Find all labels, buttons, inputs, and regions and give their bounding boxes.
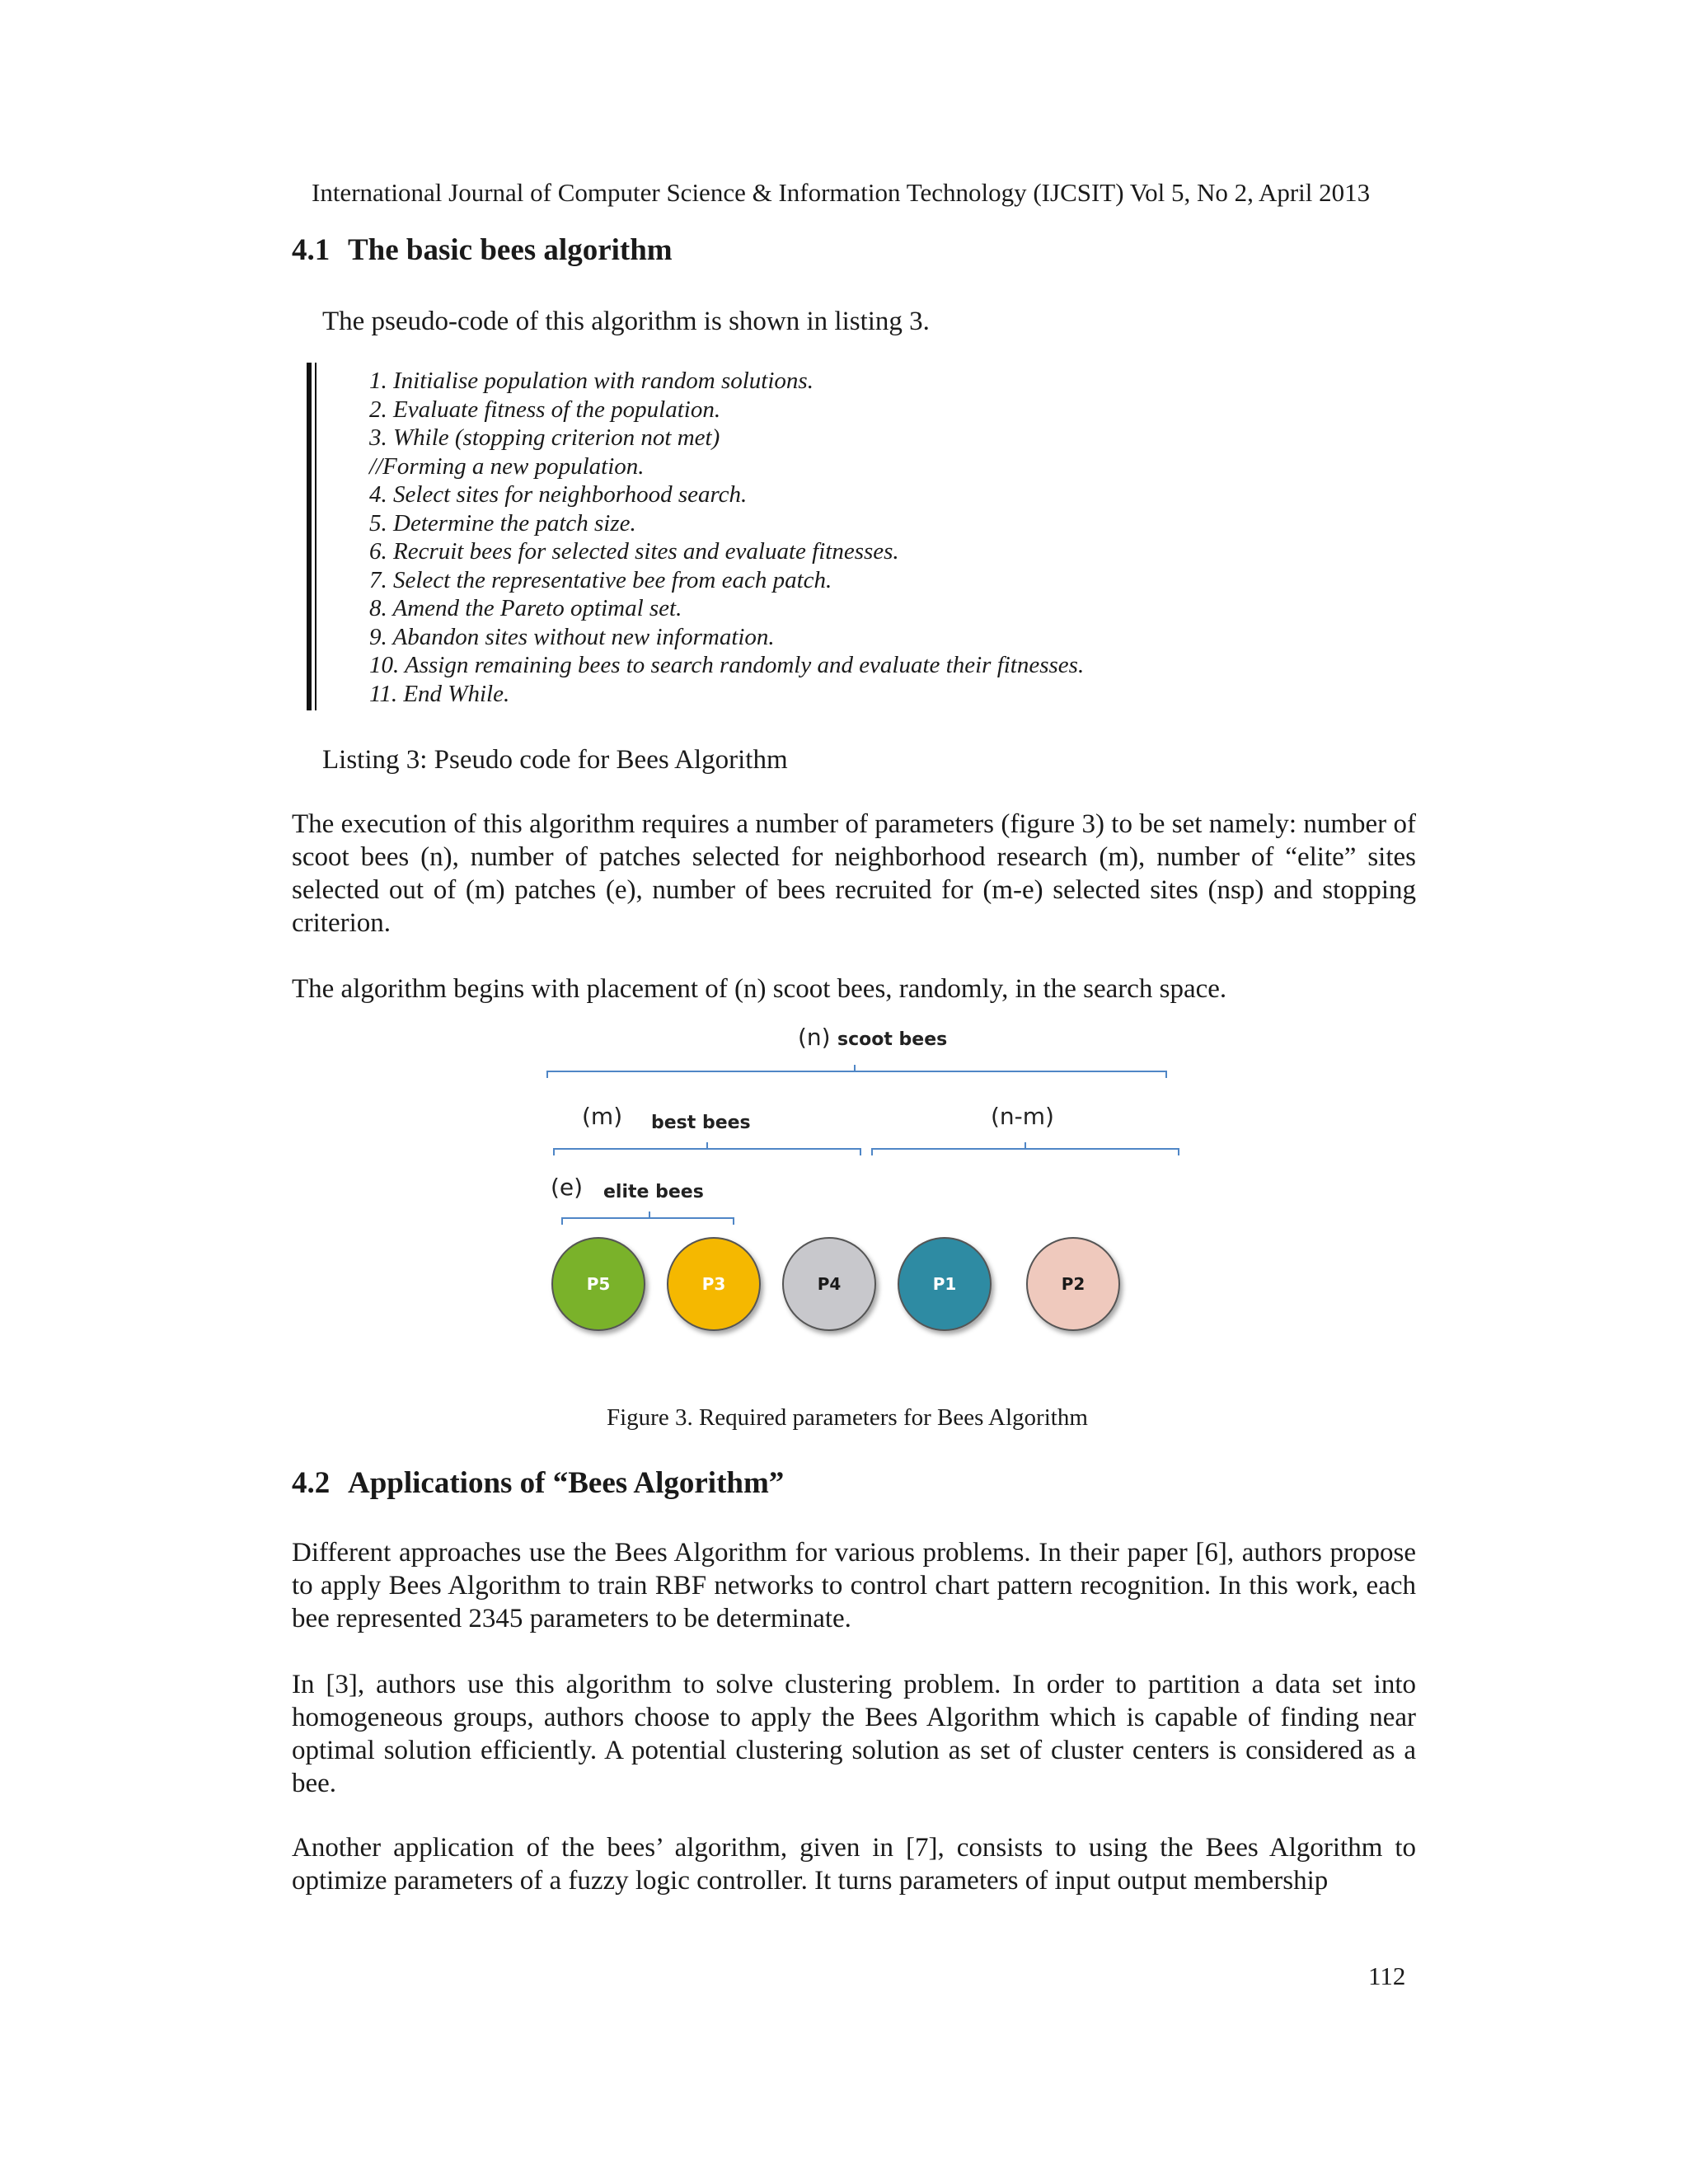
paragraph-clustering: In [3], authors use this algorithm to solve clustering problem. In order to partition a data set into homogeneous groups, authors choose to apply the Bees Algorithm which is capable of finding near optimal solution efficiently. A potential clustering solution as set of cluster centers is considered as a bee.	[292, 1670, 1416, 1798]
listing-line: 7. Select the representative bee from each patch.	[369, 566, 832, 593]
listing-line: 8. Amend the Pareto optimal set.	[369, 595, 682, 621]
m-label: best bees	[651, 1113, 751, 1133]
listing-line: 6. Recruit bees for selected sites and evaluate fitnesses.	[369, 538, 899, 565]
patch-label-p3: P3	[701, 1274, 726, 1294]
section-heading-4-2	[292, 1465, 784, 1501]
patch-circles	[552, 1238, 1119, 1330]
section-title: The basic bees algorithm	[348, 233, 673, 267]
patch-label-p5: P5	[586, 1274, 611, 1294]
patch-label-p2: P2	[1061, 1274, 1085, 1294]
n-label: scoot bees	[837, 1029, 948, 1050]
listing-lines	[369, 367, 1084, 708]
e-label: elite bees	[603, 1182, 704, 1202]
listing-line: 4. Select sites for neighborhood search.	[369, 481, 748, 508]
listing-line: 5. Determine the patch size.	[369, 509, 636, 537]
nm-symbol: (n-m)	[991, 1103, 1054, 1130]
paragraph-fuzzy: Another application of the bees’ algorithm, given in [7], consists to using the Bees Algorithm to optimize parameters of a fuzzy logic controller. It turns parameters of input output membership	[292, 1833, 1416, 1896]
e-symbol: (e)	[551, 1174, 584, 1201]
paragraph-rbf: Different approaches use the Bees Algorithm for various problems. In their paper [6], authors propose to apply Bees Algorithm to train RBF networks to control chart pattern recognition. In this work, each bee represented 2345 parameters to be determinate.	[292, 1538, 1416, 1633]
page-number: 112	[1368, 1961, 1406, 1990]
parameters-diagram	[528, 1022, 1187, 1360]
figure-3-diagram	[528, 1022, 1187, 1360]
listing-rule-thick	[307, 363, 312, 710]
paragraph-parameters: The execution of this algorithm requires a number of parameters (figure 3) to be set namely: number of scoot bees (n), number of patches selected for neighborhood research (m), number of “elite” sites selected out of (m) patches (e), number of bees recruited for (m-e) selected sites (nsp) and stopping criterion.	[292, 809, 1416, 938]
bracket-m	[554, 1142, 860, 1155]
listing-caption: Listing 3: Pseudo code for Bees Algorithm	[322, 745, 788, 775]
listing-line: 9. Abandon sites without new information.	[369, 623, 775, 650]
listing-line: //Forming a new population.	[369, 452, 645, 480]
listing-line: 10. Assign remaining bees to search randomly and evaluate their fitnesses.	[369, 652, 1085, 678]
section-number: 4.1	[292, 233, 331, 267]
section-number: 4.2	[292, 1466, 331, 1500]
listing-line: 2. Evaluate fitness of the population.	[369, 396, 721, 423]
section-title: Applications of “Bees Algorithm”	[348, 1466, 785, 1500]
bracket-e	[562, 1212, 734, 1225]
listing-line: 3. While (stopping criterion not met)	[369, 424, 720, 451]
listing-line: 1. Initialise population with random solutions.	[369, 368, 814, 394]
bracket-nm	[872, 1142, 1179, 1155]
n-symbol: (n)	[798, 1024, 831, 1051]
figure-caption: Figure 3. Required parameters for Bees Algorithm	[607, 1404, 1088, 1431]
listing-line: 11. End While.	[369, 680, 510, 707]
section-heading-4-1	[292, 232, 673, 268]
pseudo-code-listing	[307, 363, 1213, 710]
running-head: International Journal of Computer Science & Information Technology (IJCSIT) Vol 5, No 2, April 2013	[312, 178, 1371, 207]
paragraph-placement: The algorithm begins with placement of (n) scoot bees, randomly, in the search space.	[292, 974, 1227, 1004]
listing-intro: The pseudo-code of this algorithm is shown in listing 3.	[322, 307, 930, 336]
listing-rule-thin	[315, 363, 316, 710]
m-symbol: (m)	[582, 1103, 623, 1130]
bracket-n	[547, 1065, 1166, 1078]
patch-label-p4: P4	[817, 1274, 842, 1294]
patch-label-p1: P1	[932, 1274, 957, 1294]
